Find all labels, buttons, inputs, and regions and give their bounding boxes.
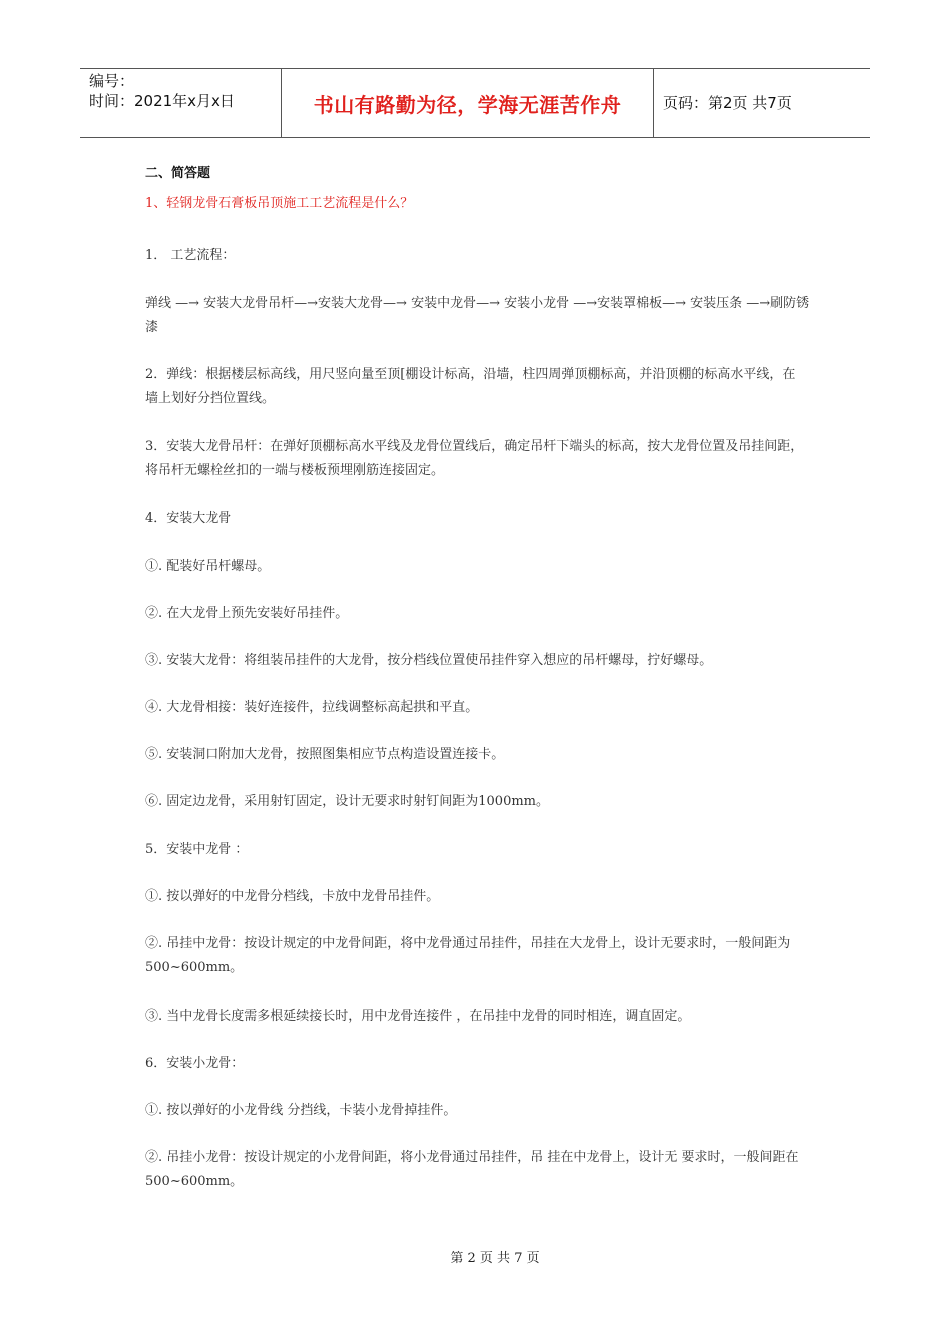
header-left-cell: [80, 69, 281, 137]
paragraph: ③. 安装大龙骨：将组装吊挂件的大龙骨，按分档线位置使吊挂件穿入想应的吊杆螺母，拧好螺母。: [145, 653, 713, 668]
paragraph: 6．安装小龙骨：: [145, 1056, 245, 1071]
paragraph: 3．安装大龙骨吊杆：在弹好顶棚标高水平线及龙骨位置线后，确定吊杆下端头的标高，按大龙骨位置及吊挂间距，将吊杆无螺栓丝扣的一端与楼板预埋刚筋连接固定。: [145, 439, 804, 478]
paragraph: ②. 吊挂小龙骨：按设计规定的小龙骨间距，将小龙骨通过吊挂件，吊 挂在中龙骨上，设计无 要求时，一般间距在500~600mm。: [145, 1150, 799, 1189]
header-right-cell: [654, 69, 870, 137]
paragraph: 4．安装大龙骨: [145, 511, 232, 526]
time-label: 时间：2021年x月x日: [89, 92, 235, 110]
paragraph: ①. 按以弹好的小龙骨线 分挡线，卡装小龙骨掉挂件。: [145, 1103, 457, 1118]
motto: 书山有路勤为径，学海无涯苦作舟: [313, 92, 622, 117]
page-header: [80, 68, 870, 138]
paragraph: 弹线 —→ 安装大龙骨吊杆—→安装大龙骨—→ 安装中龙骨—→ 安装小龙骨 —→安装罩棉板—→ 安装压条 —→刷防锈漆: [145, 296, 810, 335]
paragraph: ①. 按以弹好的中龙骨分档线，卡放中龙骨吊挂件。: [145, 889, 440, 904]
paragraph: ②. 吊挂中龙骨：按设计规定的中龙骨间距，将中龙骨通过吊挂件，吊挂在大龙骨上，设计无要求时，一般间距为500~600mm。: [145, 936, 791, 975]
section-title: 二、简答题: [145, 166, 211, 181]
question-title: 1、轻钢龙骨石膏板吊顶施工工艺流程是什么？: [145, 196, 414, 211]
paragraph: ④. 大龙骨相接：装好连接件，拉线调整标高起拱和平直。: [145, 700, 479, 715]
page-label: 页码：第2页 共7页: [663, 94, 792, 112]
header-middle-cell: [281, 69, 654, 137]
paragraph: ②. 在大龙骨上预先安装好吊挂件。: [145, 606, 349, 621]
paragraph: ⑤. 安装洞口附加大龙骨，按照图集相应节点构造设置连接卡。: [145, 747, 505, 762]
paragraph: ①. 配装好吊杆螺母。: [145, 559, 271, 574]
footer-page-number: 第 2 页 共 7 页: [450, 1251, 540, 1266]
page-footer: [0, 1247, 950, 1266]
paragraph: ③. 当中龙骨长度需多根延续接长时，用中龙骨连接件 ，在吊挂中龙骨的同时相连，调直固定。: [145, 1009, 691, 1024]
paragraph: 5．安装中龙骨 ：: [145, 842, 249, 857]
paragraph: 1． 工艺流程：: [145, 248, 236, 263]
paragraph: ⑥. 固定边龙骨，采用射钉固定，设计无要求时射钉间距为1000mm。: [145, 794, 550, 809]
paragraph: 2．弹线：根据楼层标高线，用尺竖向量至顶[棚设计标高，沿墙，柱四周弹顶棚标高，并沿顶棚的标高水平线，在 墙上划好分挡位置线。: [145, 367, 796, 406]
number-label: 编号：: [89, 72, 135, 90]
